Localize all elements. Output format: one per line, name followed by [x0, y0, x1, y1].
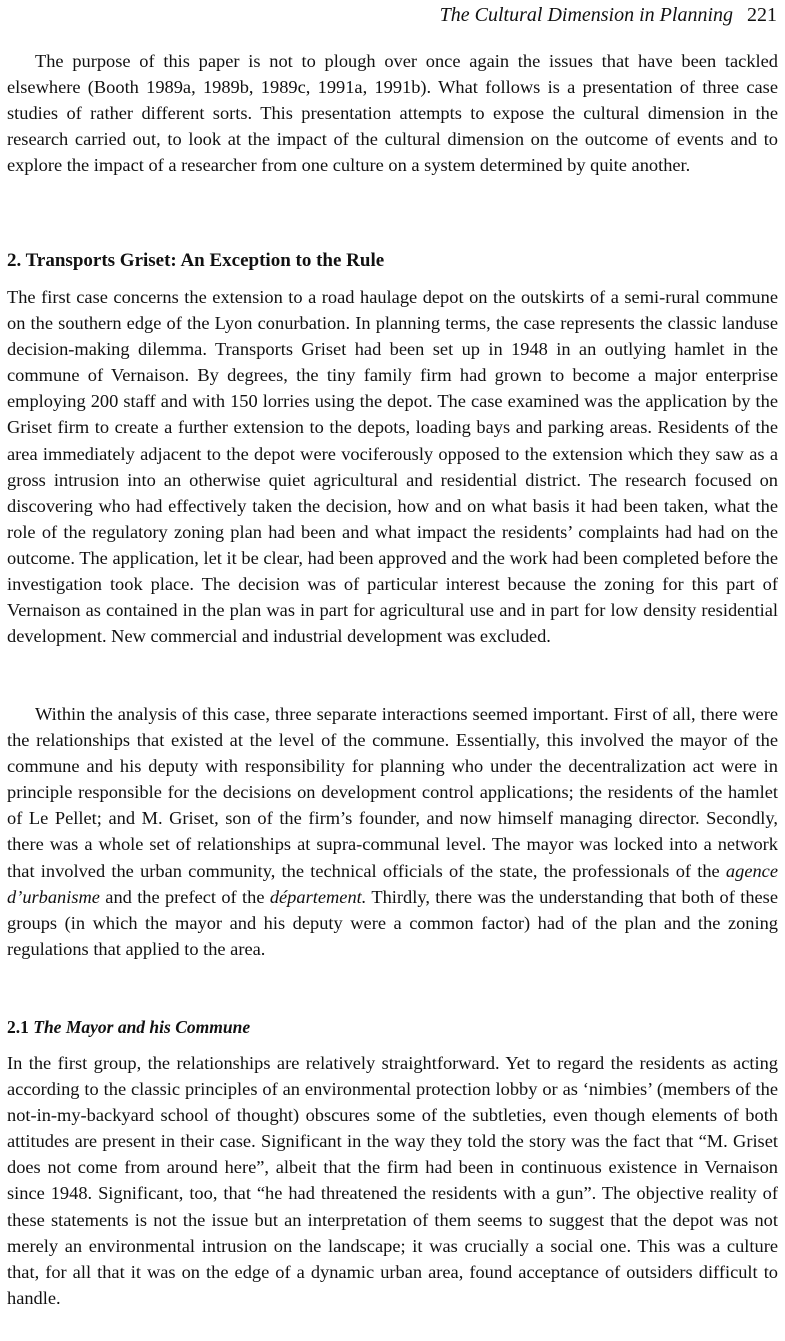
intro-paragraph: The purpose of this paper is not to plough over once again the issues that have been tackled elsewhere (Booth 1989a, 1989b, 1989c, 1991a, 1991b). What follows is a presentation of three case studies of rather different sorts. This presentation attempts to expose the cultural dimension in the research carried out, to look at the impact of the cultural dimension on the outcome of events and to explore the impact of a researcher from one culture on a system determined by quite another. [7, 51, 778, 176]
italic-term: agence d’urbanisme [7, 860, 778, 907]
running-title: The Cultural Dimension in Planning [439, 4, 733, 26]
paragraph-text: and the prefect of the [99, 886, 270, 907]
subsection-heading [7, 1017, 250, 1038]
section-heading: 2. Transports Griset: An Exception to the Rule [7, 250, 385, 271]
mayor-paragraph: In the first group, the relationships are relatively straightforward. Yet to regard the residents as acting according to the classic principles of an environmental protection lobby or as ‘nimbies’ (members of the not-in-my-backyard school of thought) obscures some of the subtleties, even though elements of both attitudes are present in their case. Significant in the way they told the story was the fact that “M. Griset does not come from around here”, albeit that the firm had been in continuous existence in Vernaison since 1948. Significant, too, that “he had threatened the residents with a gun”. The objective reality of these statements is not the issue but an interpretation of them seems to suggest that the depot was not merely an environmental intrusion on the landscape; it was crucially a social one. This was a culture that, for all that it was on the edge of a dynamic urban area, found acceptance of outsiders difficult to handle. [7, 1053, 778, 1308]
subsection-title: The Mayor and his Commune [33, 1017, 251, 1037]
paragraph-text: Within the analysis of this case, three separate interactions seemed important. First of all, there were the relationships that existed at the level of the commune. Essentially, this involved the mayor of the commune and his deputy with responsibility for planning who under the decentralization act were in principle responsible for the decisions on development control applications; the residents of the hamlet of Le Pellet; and M. Griset, son of the firm’s founder, and now himself managing director. Secondly, there was a whole set of relationships at supra-communal level. The mayor was locked into a network that involved the urban community, the technical officials of the state, the professionals of the [7, 704, 778, 881]
italic-term: département. [269, 886, 367, 907]
running-head [440, 4, 777, 27]
subsection-number: 2.1 [7, 1017, 29, 1037]
interactions-paragraph [7, 701, 778, 962]
paragraph-text: Thirdly, there was the understanding that both of these groups (in which the mayor and his deputy were a common factor) had of the plan and the zoning regulations that applied to the area. [7, 886, 778, 959]
page-number: 221 [747, 4, 777, 26]
case-paragraph: The first case concerns the extension to a road haulage depot on the outskirts of a semi-rural commune on the southern edge of the Lyon conurbation. In planning terms, the case represents the classic landuse decision-making dilemma. Transports Griset had been set up in 1948 in an outlying hamlet in the commune of Vernaison. By degrees, the tiny family firm had grown to become a major enterprise employing 200 staff and with 150 lorries using the depot. The case examined was the application by the Griset firm to create a further extension to the depots, loading bays and parking areas. Residents of the area immediately adjacent to the depot were vociferously opposed to the extension which they saw as a gross intrusion into an otherwise quiet agricultural and residential district. The research focused on discovering who had effectively taken the decision, how and on what basis it had been taken, what the role of the regulatory zoning plan had been and what impact the residents’ complaints had had on the outcome. The application, let it be clear, had been approved and the work had been completed before the investigation took place. The decision was of particular interest because the zoning for this part of Vernaison as contained in the plan was in part for agricultural use and in part for low density residential development. New commercial and industrial development was excluded. [7, 287, 778, 647]
